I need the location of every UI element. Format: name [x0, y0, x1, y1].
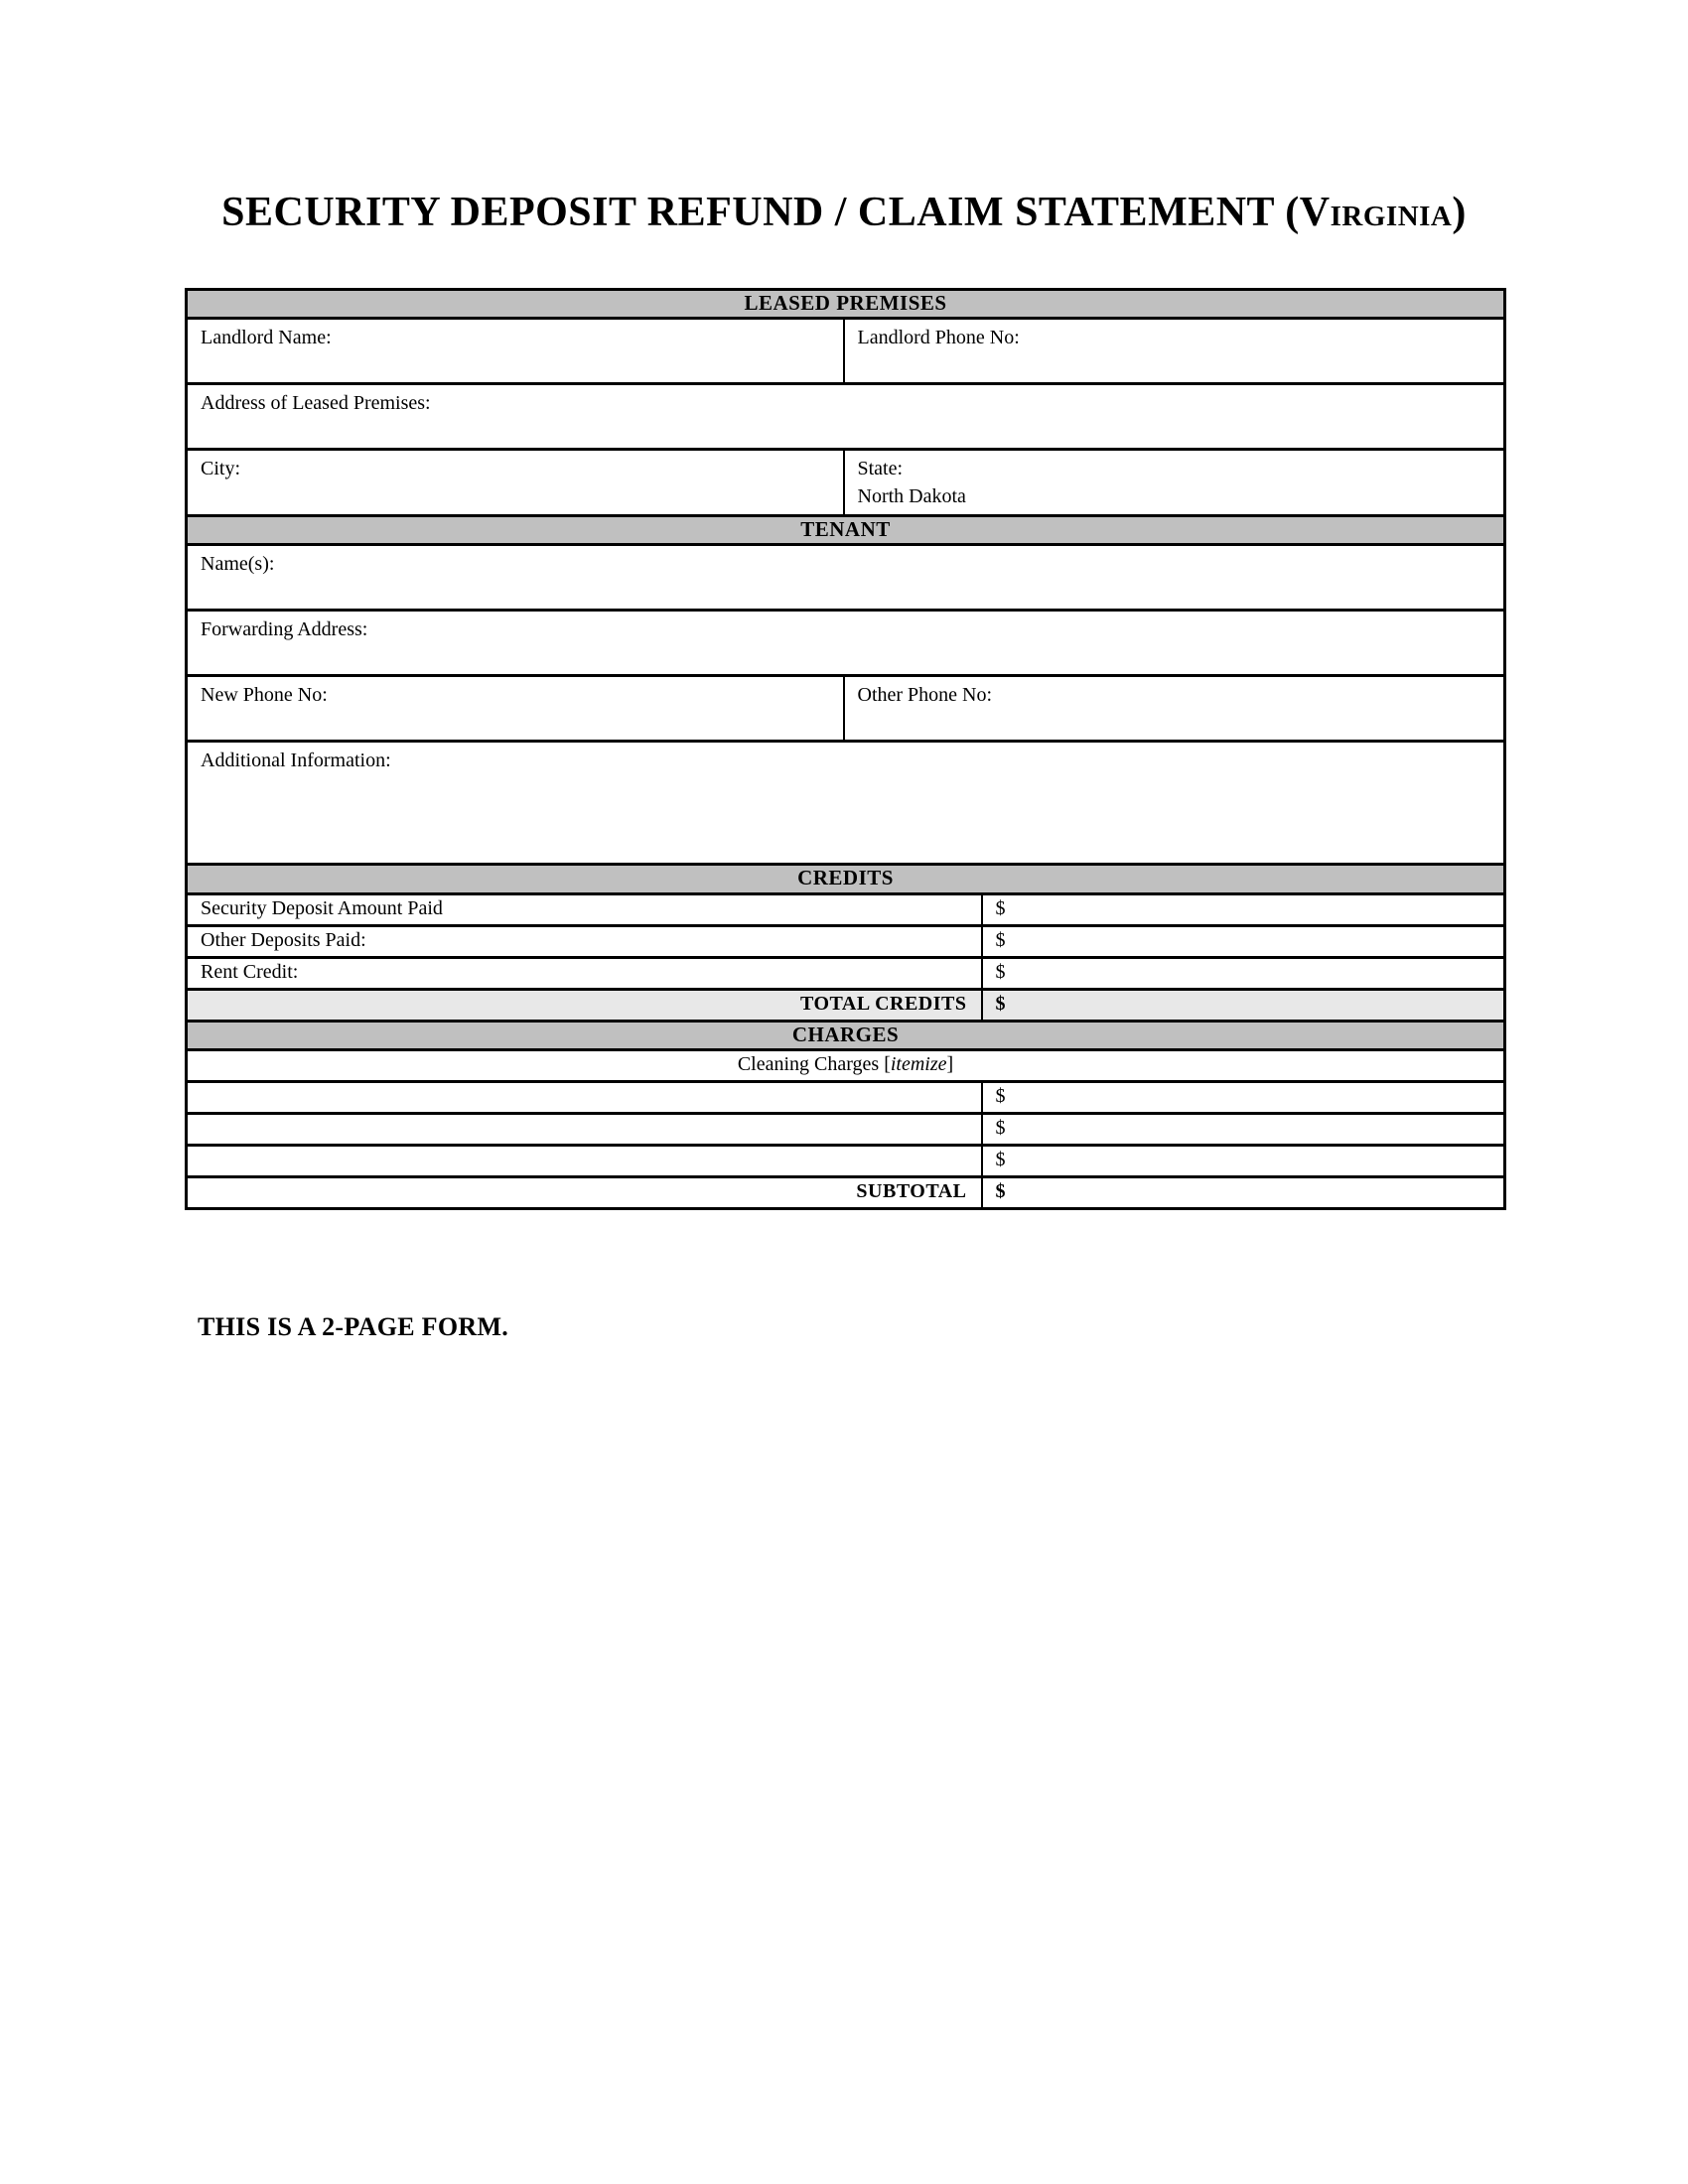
credit-label: Security Deposit Amount Paid — [201, 896, 443, 919]
total-credits-label-cell — [187, 989, 982, 1021]
total-credits-amount-cell — [982, 989, 1505, 1021]
cleaning-charges-label: Cleaning Charges [ — [737, 1052, 891, 1075]
subtotal-amount-cell — [982, 1176, 1505, 1208]
charge-label-cell — [187, 1145, 982, 1176]
charge-row-3 — [187, 1145, 1505, 1176]
landlord-phone-label: Landlord Phone No: — [857, 327, 1020, 349]
page-title — [0, 0, 1688, 236]
other-phone-cell — [844, 676, 1505, 742]
credit-row-security-deposit — [187, 893, 1505, 925]
charge-row-2 — [187, 1113, 1505, 1145]
credit-amount-cell — [982, 957, 1505, 989]
title-state: Virginia — [1299, 190, 1453, 235]
credit-amount-cell — [982, 925, 1505, 957]
subtotal-row — [187, 1176, 1505, 1208]
tenant-names-row — [187, 545, 1505, 611]
cleaning-charges-cell — [187, 1049, 1505, 1081]
dollar-sign: $ — [995, 1116, 1006, 1139]
section-row-credits — [187, 865, 1505, 893]
credit-label: Rent Credit: — [201, 960, 299, 983]
state-cell — [844, 450, 1505, 516]
subtotal-label-cell — [187, 1176, 982, 1208]
landlord-row — [187, 319, 1505, 384]
charge-amount-cell — [982, 1145, 1505, 1176]
state-value: North Dakota — [857, 485, 966, 508]
charge-row-1 — [187, 1081, 1505, 1113]
cleaning-charges-itemize: itemize — [890, 1052, 947, 1075]
address-cell — [187, 384, 1505, 450]
landlord-name-cell — [187, 319, 844, 384]
forwarding-address-row — [187, 611, 1505, 676]
landlord-name-label: Landlord Name: — [201, 327, 332, 349]
dollar-sign: $ — [995, 1084, 1006, 1107]
dollar-sign: $ — [995, 928, 1006, 951]
phone-row — [187, 676, 1505, 742]
section-header-credits: CREDITS — [187, 865, 1505, 893]
charge-amount-cell — [982, 1081, 1505, 1113]
form-table — [185, 288, 1506, 1209]
city-state-row — [187, 450, 1505, 516]
address-row — [187, 384, 1505, 450]
credit-row-rent-credit — [187, 957, 1505, 989]
other-phone-label: Other Phone No: — [857, 684, 993, 707]
credit-amount-cell — [982, 893, 1505, 925]
dollar-sign: $ — [995, 992, 1006, 1015]
charge-amount-cell — [982, 1113, 1505, 1145]
additional-info-row — [187, 742, 1505, 865]
city-label: City: — [201, 458, 241, 480]
credit-label-cell — [187, 957, 982, 989]
dollar-sign: $ — [995, 896, 1006, 919]
title-suffix: ) — [1452, 190, 1467, 235]
address-label: Address of Leased Premises: — [201, 392, 431, 415]
dollar-sign: $ — [995, 1179, 1006, 1202]
section-header-leased-premises: LEASED PREMISES — [187, 290, 1505, 319]
section-row-leased-premises — [187, 290, 1505, 319]
section-row-charges — [187, 1021, 1505, 1049]
credit-label-cell — [187, 925, 982, 957]
dollar-sign: $ — [995, 1148, 1006, 1170]
credit-label: Other Deposits Paid: — [201, 928, 366, 951]
city-cell — [187, 450, 844, 516]
forwarding-address-label: Forwarding Address: — [201, 618, 368, 641]
total-credits-row — [187, 989, 1505, 1021]
total-credits-label: TOTAL CREDITS — [800, 992, 967, 1015]
state-label: State: — [857, 458, 904, 480]
section-header-charges: CHARGES — [187, 1021, 1505, 1049]
title-text: SECURITY DEPOSIT REFUND / CLAIM STATEMENT ( — [221, 190, 1300, 235]
landlord-phone-cell — [844, 319, 1505, 384]
forwarding-address-cell — [187, 611, 1505, 676]
charge-label-cell — [187, 1081, 982, 1113]
cleaning-charges-suffix: ] — [946, 1052, 954, 1075]
new-phone-cell — [187, 676, 844, 742]
additional-info-cell — [187, 742, 1505, 865]
credit-row-other-deposits — [187, 925, 1505, 957]
subtotal-label: SUBTOTAL — [856, 1179, 967, 1202]
charge-label-cell — [187, 1113, 982, 1145]
cleaning-charges-row — [187, 1049, 1505, 1081]
dollar-sign: $ — [995, 960, 1006, 983]
additional-info-label: Additional Information: — [201, 750, 391, 772]
section-header-tenant: TENANT — [187, 516, 1505, 545]
page-note: THIS IS A 2-PAGE FORM. — [198, 1311, 509, 1341]
new-phone-label: New Phone No: — [201, 684, 328, 707]
tenant-names-label: Name(s): — [201, 553, 275, 576]
section-row-tenant — [187, 516, 1505, 545]
tenant-names-cell — [187, 545, 1505, 611]
credit-label-cell — [187, 893, 982, 925]
